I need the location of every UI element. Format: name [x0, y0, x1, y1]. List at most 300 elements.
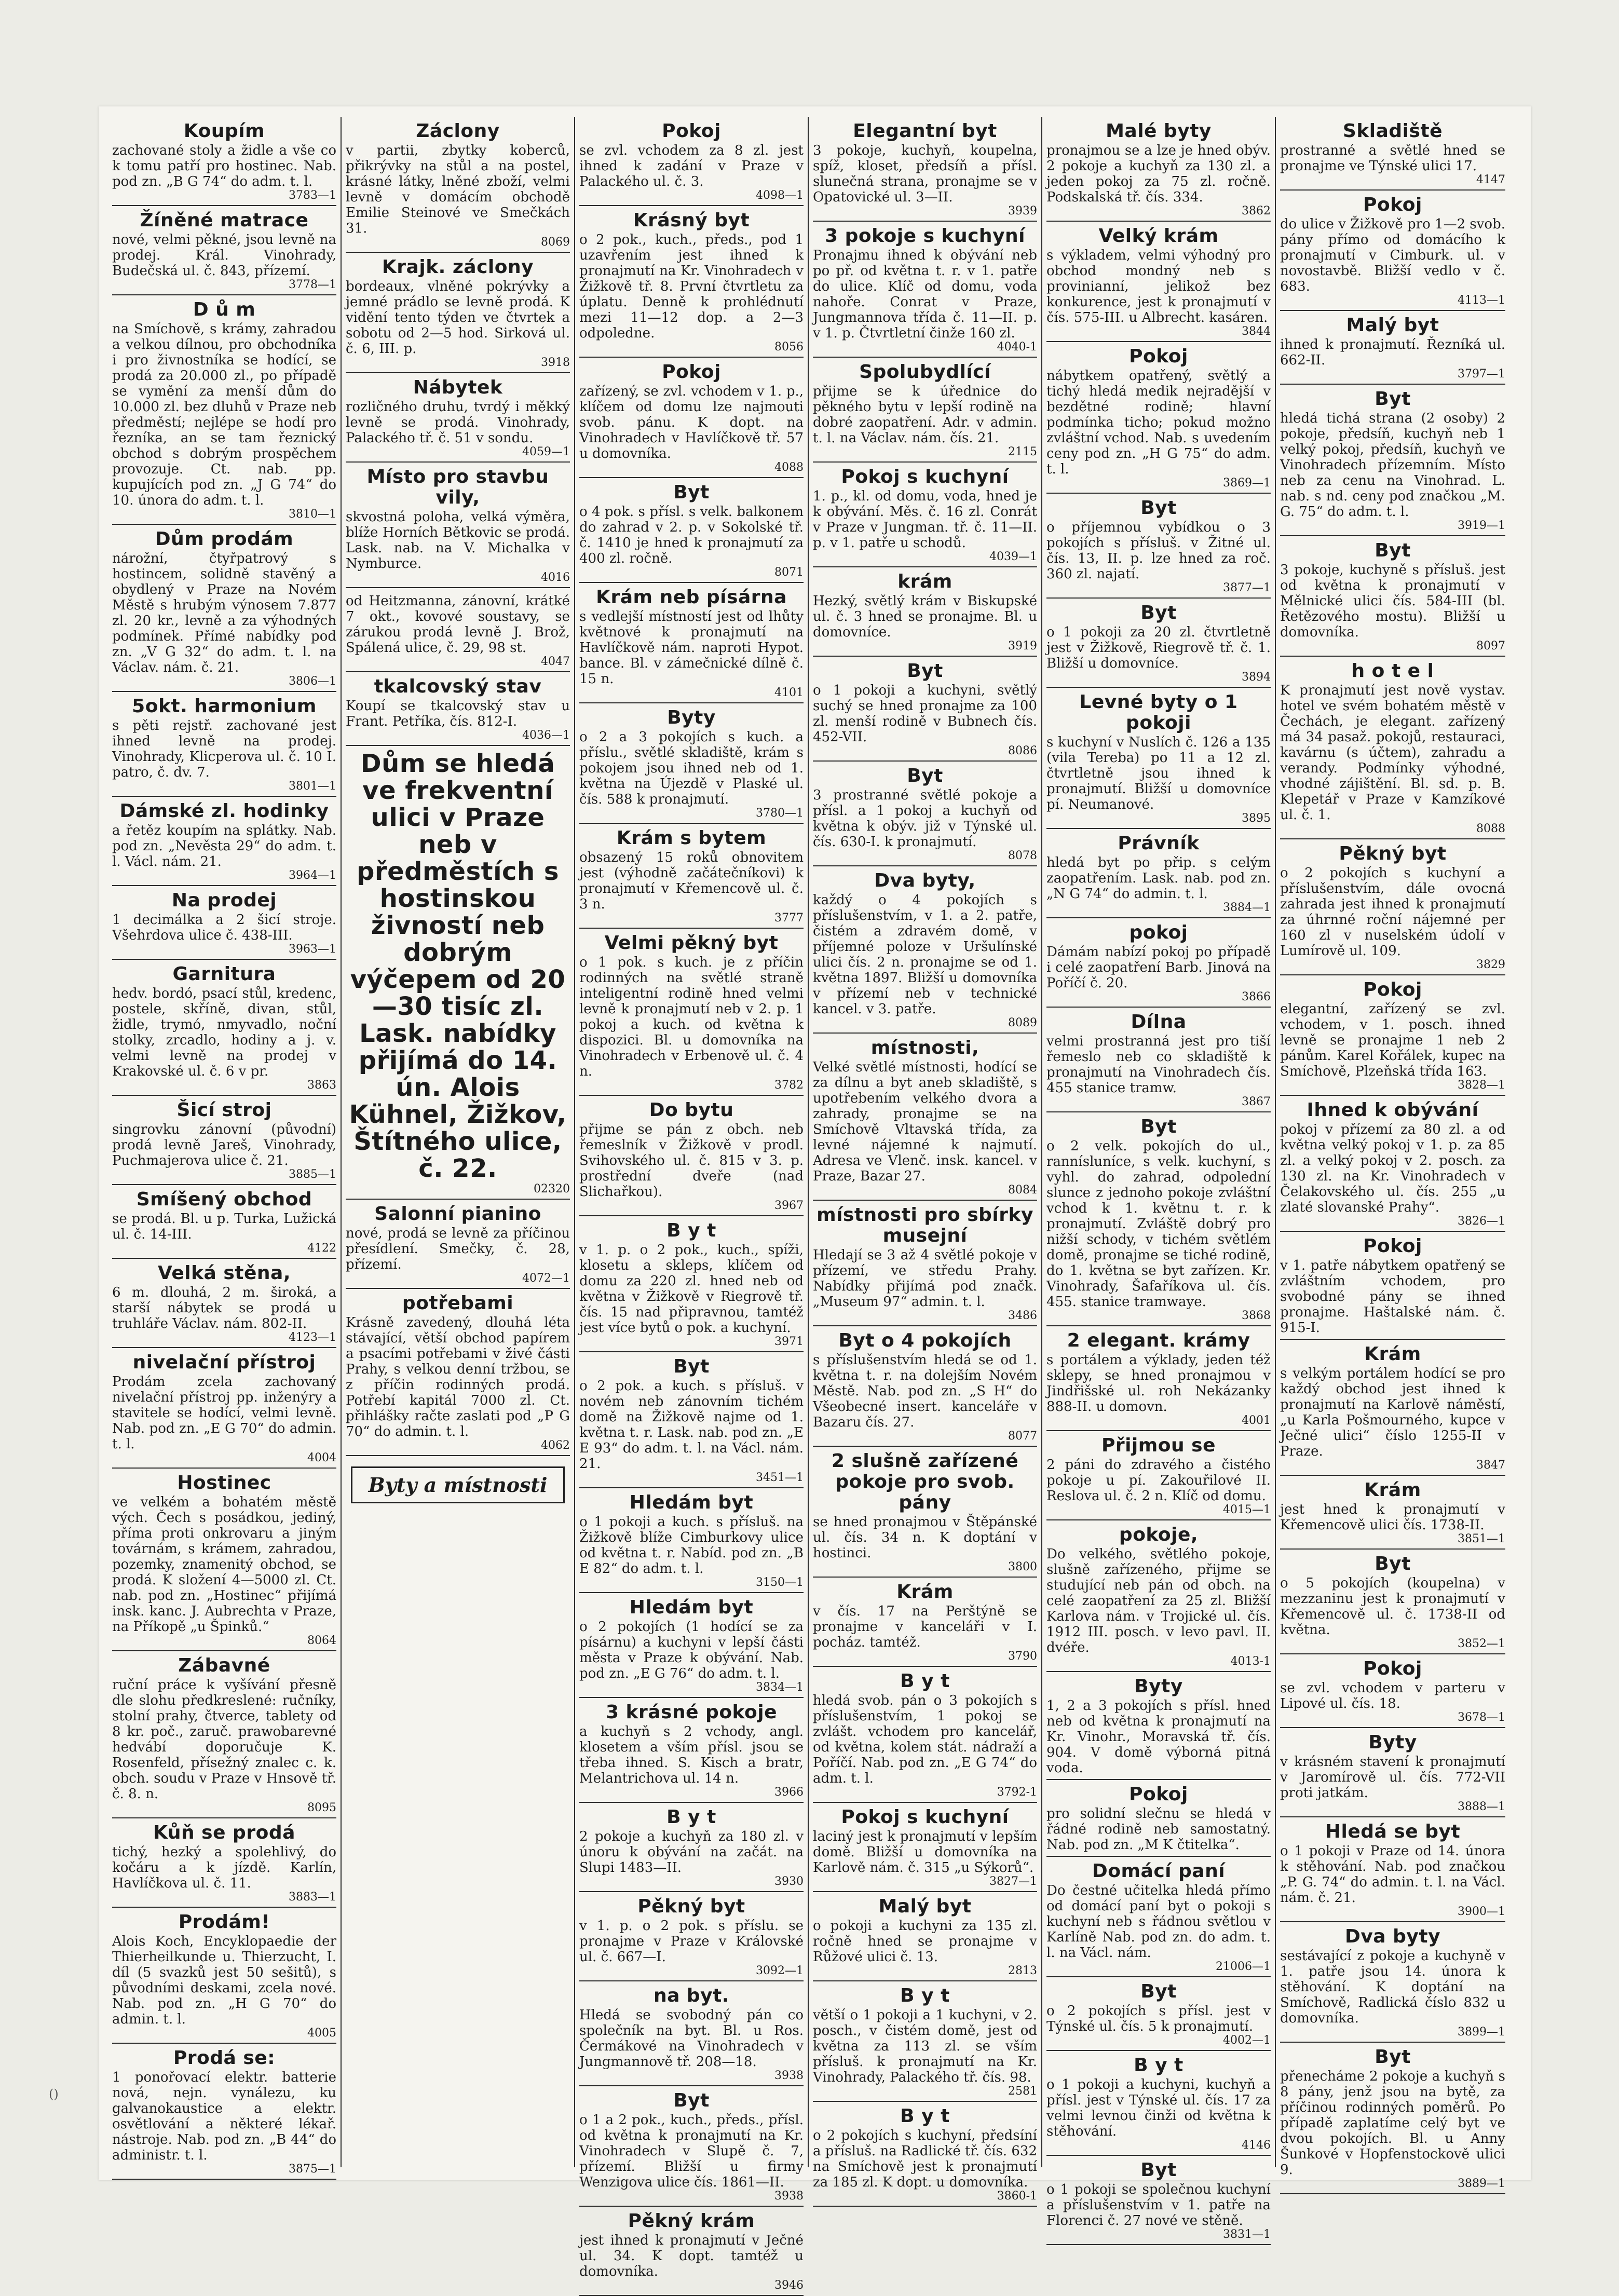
ad-reference-number: 3831—1: [1223, 2228, 1271, 2241]
classified-ad: [112, 960, 336, 1096]
classified-ad: [579, 1488, 804, 1593]
ad-title: Zábavné: [178, 1655, 270, 1676]
ad-text: rozličného druhu, tvrdý i měkký levně se prodá. Vinohrady, Palackého tř. č. 51 v sondu.: [346, 399, 570, 446]
ad-reference-number: 4002—1: [1223, 2034, 1271, 2047]
ad-title: Spolubydlící: [859, 361, 991, 383]
classified-ad: [579, 478, 804, 583]
ad-title: Byt: [1375, 1553, 1411, 1574]
ad-text: ve velkém a bohatém městě vých. Čech s posádkou, jediný, příma proti onkrovaru a jiným továrnám, s krámem, zahradou, pozemky, znamenitý obchod, se prodá. K složení 4—5000 zl. Ct. nab. pod zn. „Hostinec“ přijímá insk. kanc. J. Aubrechta v Praze, na Příkopě „u Špinků.“: [112, 1495, 336, 1635]
ad-reference-number: 3810—1: [289, 508, 336, 521]
ad-title: Malý byt: [1346, 315, 1439, 336]
classified-ad: [813, 1201, 1037, 1326]
newspaper-page: [99, 106, 1531, 2292]
ad-title: Velký krám: [1098, 225, 1219, 247]
classified-ad: [112, 1469, 336, 1651]
classified-ad: [813, 1578, 1037, 1667]
classified-ad: [579, 117, 804, 206]
classified-ad: [346, 672, 570, 746]
classified-ad: [346, 746, 570, 1200]
classified-ad: [813, 222, 1037, 358]
classified-ad: [813, 463, 1037, 567]
classified-ad: [346, 588, 570, 672]
ad-title: Právník: [1118, 833, 1200, 854]
ad-text: a řetěz koupím na splátky. Nab. pod zn. „Nevěsta 29“ do adm. t. l. Václ. nám. 21.: [112, 823, 336, 870]
ad-reference-number: 3971: [774, 1335, 804, 1348]
classified-ad: [1046, 117, 1271, 222]
ad-text: Hledají se 3 až 4 světlé pokoje v přízemí, ve středu Prahy. Nabídky přijímá pod značk. „Museum 97“ admin. t. l.: [813, 1247, 1037, 1310]
ad-title: Garnitura: [172, 963, 276, 985]
ad-title: Byt: [673, 2090, 710, 2111]
ad-title: nivelační přístroj: [132, 1352, 316, 1373]
ad-title: Byty: [667, 707, 716, 728]
ad-text: singrovku zánovní (původní) prodá levně Jareš, Vinohrady, Puchmajerova ulice č. 21.: [112, 1122, 336, 1169]
ad-title: Na prodej: [171, 890, 277, 911]
ad-title: Krám: [1364, 1343, 1421, 1365]
ad-reference-number: 3894: [1242, 671, 1271, 684]
ad-reference-number: 8056: [774, 341, 804, 354]
ad-reference-number: 3826—1: [1458, 1215, 1505, 1228]
classified-ad: [1280, 1817, 1505, 1922]
ad-title: Byt o 4 pokojích: [838, 1330, 1012, 1351]
classified-ad: [1046, 2156, 1271, 2245]
ad-reference-number: 4004: [307, 1451, 336, 1464]
classified-ad: [1280, 1232, 1505, 1340]
ad-text: o 1 pokoji v Praze od 14. února k stěhování. Nab. pod značkou „P. G. 74“ do admin. t. l. na Václ. nám. č. 21.: [1280, 1843, 1505, 1906]
ad-reference-number: 4072—1: [522, 1272, 570, 1285]
ad-text: ruční práce k vyšívání přesně dle slohu předkreslené: ručníky, stolní prahy, čtverce, tablety od 8 kr. poč., zaruč. prawobarevné hedvábí doporučuje K. Rosenfeld, přísežný znalec c. k. obch. soudu v Praze v Hnsově tř. č. 8. n.: [112, 1677, 336, 1802]
classified-ad: [813, 1667, 1037, 1803]
ad-text: s portálem a výklady, jeden též sklepy, se hned pronajmou v Jindřišské ul. roh Nekázanky 888-II. u domovn.: [1046, 1352, 1271, 1415]
margin-mark: (): [49, 2087, 59, 2101]
ad-title: Krásný byt: [633, 210, 750, 231]
ad-title: pokoje,: [1119, 1524, 1199, 1545]
classified-ad: [1280, 2043, 1505, 2194]
ad-title: Krajk. záclony: [382, 256, 534, 278]
ad-text: 1, 2 a 3 pokojích s přísl. hned neb od května k pronajmutí na Kr. Vinohr., Moravská tř. čís. 904. V domě výborná pitná voda.: [1046, 1698, 1271, 1776]
ad-text: Velké světlé místnosti, hodící se za dílnu a byt aneb skladiště, s upotřebením velkého dvora a zahrady, pronajme se na Smíchově Vltavská třída, za levné nájemné k najmutí. Adresa ve Vlenč. insk. kancel. v Praze, Bazar 27.: [813, 1059, 1037, 1184]
ad-text: Alois Koch, Encyklopaedie der Thierheilkunde u. Thierzucht, I. díl (5 svazků jest 50 sešitů), s původními deskami, zcela nové. Nab. pod zn. „H G 70“ do admin. t. l.: [112, 1934, 336, 2027]
ad-reference-number: 4146: [1242, 2139, 1271, 2152]
classified-ad: [1280, 117, 1505, 191]
ad-reference-number: 8086: [1008, 744, 1037, 757]
classified-ad: [813, 567, 1037, 657]
ad-title: tkalcovský stav: [374, 676, 542, 697]
ad-reference-number: 02320: [534, 1183, 570, 1195]
ad-reference-number: 3899—1: [1458, 2026, 1505, 2039]
classified-ad: [1280, 657, 1505, 839]
column-1: [108, 117, 342, 2176]
classified-ad: [813, 1803, 1037, 1892]
ad-title: Byt: [1375, 2046, 1411, 2068]
ad-title: Velmi pěkný byt: [604, 932, 779, 954]
classified-ad: [579, 2207, 804, 2296]
ad-reference-number: 3964—1: [289, 869, 336, 882]
ad-reference-number: 21006—1: [1216, 1960, 1271, 1973]
ad-title: Žíněné matrace: [140, 210, 309, 231]
ad-text: nárožní, čtyřpatrový s hostincem, solidně stavěný a obydlený v Praze na Novém Městě s hrubým výnosem 7.877 zl. 20 kr., levně a za výhodných podmínek. Přímé nabídky pod zn. „V G 32“ do adm. t. l. na Václav. nám. č. 21.: [112, 551, 336, 675]
ad-text: se zvl. vchodem za 8 zl. jest ihned k zadání v Praze v Palackého ul. č. 3.: [579, 143, 804, 189]
classified-ad: [579, 1892, 804, 1981]
ad-title: Pokoj: [662, 361, 721, 383]
ad-reference-number: 3885—1: [289, 1168, 336, 1181]
ad-title: Byt: [1375, 388, 1411, 410]
classified-ad: [579, 583, 804, 703]
ad-title: Byty: [1134, 1676, 1183, 1697]
ad-reference-number: 3863: [307, 1079, 336, 1092]
classified-ad: [1280, 1922, 1505, 2043]
ad-title: Byt: [907, 765, 943, 786]
ad-title: Hledá se byt: [1325, 1821, 1461, 1842]
ad-reference-number: 3889—1: [1458, 2177, 1505, 2190]
ad-reference-number: 8088: [1476, 822, 1505, 835]
ad-reference-number: 3895: [1242, 812, 1271, 825]
ad-reference-number: 3092—1: [756, 1964, 804, 1977]
ad-reference-number: 3806—1: [289, 675, 336, 688]
ad-title: Velká stěna,: [157, 1262, 291, 1284]
ad-reference-number: 8084: [1008, 1184, 1037, 1197]
ad-reference-number: 3783—1: [289, 189, 336, 202]
ad-text: od Heitzmanna, zánovní, krátké 7 okt., kovové soustavy, se zárukou prodá levně J. Brož, Spálená ulice, č. 29, 98 st.: [346, 593, 570, 656]
ad-reference-number: 4013-1: [1230, 1655, 1271, 1668]
classified-ad: [579, 1096, 804, 1216]
ad-title: Šicí stroj: [176, 1099, 272, 1121]
ad-text: Dámám nabízí pokoj po případě i celé zaopatření Barb. Jinová na Poříčí č. 20.: [1046, 944, 1271, 991]
ad-text: 3 pokoje, kuchyň, koupelna, spíž, kloset, předsíň a přísl. slunečná strana, pronajme se v Opatovické ul. 3—II.: [813, 143, 1037, 205]
ad-title: místnosti pro sbírky musejní: [817, 1204, 1033, 1246]
classified-ad: [1046, 342, 1271, 494]
classified-ad: [579, 824, 804, 929]
ad-reference-number: 3866: [1242, 990, 1271, 1003]
ad-reference-number: 4039—1: [989, 550, 1037, 563]
classified-ad: [346, 463, 570, 588]
ad-text: 2 pokoje a kuchyň za 180 zl. v únoru k obývání na začát. na Slupi 1483—II.: [579, 1829, 804, 1876]
ad-reference-number: 3829: [1476, 958, 1505, 971]
ad-title: Byt: [1140, 1116, 1177, 1137]
classified-ad: [579, 2086, 804, 2207]
classified-ad: [579, 358, 804, 478]
classified-ad: [813, 1034, 1037, 1201]
ad-text: sestávající z pokoje a kuchyně v 1. patře jsou 14. února k stěhování. K doptání na Smíchově, Radlická číslo 832 u domovníka.: [1280, 1948, 1505, 2026]
ad-title: B y t: [900, 1670, 950, 1692]
ad-title: Levné byty o 1 pokoji: [1079, 691, 1238, 733]
classified-ad: [813, 1981, 1037, 2102]
classified-ad: [813, 866, 1037, 1034]
classified-ad: [579, 1216, 804, 1352]
ad-text: elegantní, zařízený se zvl. vchodem, v 1. posch. ihned levně se pronajme 1 neb 2 pánům. Karel Kořálek, kupec na Smíchově, Plzeňská třída 163.: [1280, 1001, 1505, 1079]
classified-ad: [112, 692, 336, 797]
ad-text: se prodá. Bl. u p. Turka, Lužická ul. č. 14-III.: [112, 1211, 336, 1242]
ad-reference-number: 3851—1: [1458, 1532, 1505, 1545]
ad-title: Dva byty: [1344, 1926, 1441, 1947]
ad-title: 2 elegant. krámy: [1067, 1330, 1250, 1351]
ad-reference-number: 3797—1: [1458, 368, 1505, 381]
ad-title: Ihned k obývání: [1307, 1099, 1479, 1121]
classified-ad: [346, 1200, 570, 1289]
ad-title: B y t: [666, 1220, 716, 1241]
ad-title: h o t e l: [1351, 660, 1434, 682]
ad-text: s vedlejší místností jest od lhůty květnové k pronajmutí na Havlíčkově nám. naproti Hypot. bance. Bl. v zámečnické dílně č. 15 n.: [579, 609, 804, 687]
ad-reference-number: 3868: [1242, 1309, 1271, 1322]
ad-text: o 2 pokojích s kuchyní, předsíní a přísluš. na Radlické tř. čís. 632 na Smíchově jest k pronajmutí za 185 zl. K dopt. u domovníka.: [813, 2128, 1037, 2190]
classified-ad: [1280, 1550, 1505, 1654]
ad-reference-number: 3883—1: [289, 1891, 336, 1904]
ad-text: hledá svob. pán o 3 pokojích s příslušenstvím, 1 pokoj se zvlášt. vchodem pro kancelář, od května, kolem stát. nádraží a Poříčí. Nab. pod zn. „E G 74“ do adm. t. l.: [813, 1693, 1037, 1786]
classified-ad: [1046, 688, 1271, 829]
ad-text: pokoj v přízemí za 80 zl. a od května velký pokoj v 1. p. za 85 zl. a velký pokoj v 2. posch. za 130 zl. na Kr. Vinohradech v Čelakovského ul. čís. 255 „u zlaté slovanské Prahy“.: [1280, 1122, 1505, 1215]
classified-ad: [112, 206, 336, 295]
ad-text: prostranné a světlé hned se pronajme ve Týnské ulici 17.: [1280, 143, 1505, 174]
ad-title: místnosti,: [870, 1037, 979, 1058]
ad-reference-number: 3946: [774, 2279, 804, 2292]
classified-ad: [346, 1289, 570, 1456]
classified-ad: [346, 253, 570, 373]
ad-text: o 2 pok., kuch., předs., pod 1 uzavřením jest ihned k pronajmutí na Kr. Vinohradech v Žižkově tř. 8. První čtvrtletu za úplatu. Denně k prohlédnutí mezi 11—12 dop. a 2—3 odpoledne.: [579, 232, 804, 341]
ad-reference-number: 3800: [1008, 1560, 1037, 1573]
ad-title: B y t: [900, 2105, 950, 2127]
classified-ad: [579, 1593, 804, 1698]
ad-text: o 2 pokojích s kuchyní a příslušenstvím, dále ovocná zahrada jest ihned k pronajmutí za úhrnné roční nájemné per 160 zl v nuselském údolí v Lumírově ul. 109.: [1280, 865, 1505, 959]
classified-ad: [112, 1818, 336, 1908]
ad-reference-number: 3900—1: [1458, 1905, 1505, 1918]
ad-reference-number: 8069: [541, 236, 570, 249]
ad-text: 3 pokoje, kuchyně s přísluš. jest od května k pronajmutí v Mělnické ulici čís. 584-III (bl. Řetězového mostu). Bližší u domovníka.: [1280, 562, 1505, 640]
ad-title: Byt: [1140, 497, 1177, 519]
ad-reference-number: 4147: [1476, 173, 1505, 186]
ad-text: laciný jest k pronajmutí v lepším domě. Bližší u domovníka na Karlově nám. č. 315 „u Sýkorů“.: [813, 1829, 1037, 1876]
classified-ad: [813, 117, 1037, 222]
ad-text: 1 decimálka a 2 šicí stroje. Všehrdova ulice č. 438-III.: [112, 912, 336, 943]
classified-ad: [1046, 918, 1271, 1008]
ad-title: Přijmou se: [1101, 1435, 1216, 1456]
ad-text: o 1 pok. s kuch. je z příčin rodinných na světlé straně inteligentní rodině hned velmi levně k pronajmutí neb v 2. p. 1 pokoj a kuch. od května k dispozici. Bl. u domovníka na Vinohradech v Erbenově ul. č. 4 n.: [579, 955, 804, 1079]
ad-title: Elegantní byt: [853, 120, 997, 142]
ad-text: přijme se k úřednice do pěkného bytu v lepší rodině na dobré zaopatření. Adr. v admin. t. l. na Václav. nám. čís. 21.: [813, 384, 1037, 446]
ad-text: přijme se pán z obch. neb řemeslník v Žižkově v prodl. Svihovského ul. č. 815 v 3. p. prostřední dveře (nad Slichařkou).: [579, 1122, 804, 1200]
classified-ad: [1280, 1340, 1505, 1476]
ad-title: Byt: [1140, 1981, 1177, 2002]
column-4: [809, 117, 1042, 2203]
ad-text: nové, velmi pěkné, jsou levně na prodej. Král. Vinohrady, Budečská ul. č. 843, přízemí.: [112, 232, 336, 279]
ad-reference-number: 8089: [1008, 1016, 1037, 1029]
ad-text: K pronajmutí jest nově vystav. hotel ve svém bohatém městě v Čechách, je elegant. zařízený má 34 pasaž. pokojů, restauraci, kavárnu (s účtem), zahradu a verandy. Podmínky výhodné, vhodné zájištění. Bl. sd. p. B. Klepetář v Praze v Kamzíkové ul. č. 1.: [1280, 683, 1505, 823]
classified-ad: [112, 1185, 336, 1259]
ad-title: Pěkný byt: [1339, 843, 1447, 864]
ad-title: Malý byt: [878, 1896, 972, 1917]
ad-text: zachované stoly a židle a vše co k tomu patří pro hostinec. Nab. pod zn. „B G 74“ do adm. t. l.: [112, 143, 336, 189]
ad-reference-number: 3919—1: [1458, 519, 1505, 532]
ad-text: pro solidní slečnu se hledá v řádné rodině neb samostatný. Nab. pod zn. „M K čtitelka“.: [1046, 1806, 1271, 1853]
ad-text: o 2 velk. pokojích do ul., rannísluníce, s velk. kuchyní, s vyhl. do zahrad, odpolední slunce z jednoho pokoje zvláštní vchod k 1. květnu t. r. k pronajmutí. Zvláště dobrý pro nižší schody, v tichém světlém domě, pronajme se tiché rodině, do 1. května se byt zařízen. Kr. Vinohrady, Šafaříkova ul. čís. 455. stanice tramwaye.: [1046, 1138, 1271, 1310]
ad-text: Koupí se tkalcovský stav u Frant. Petříka, čís. 812-I.: [346, 698, 570, 729]
ad-text: jest ihned k pronajmutí v Ječné ul. 34. K dopt. tamtéž u domovníka.: [579, 2233, 804, 2279]
ad-title: Pěkný krám: [628, 2210, 755, 2232]
classified-ad: [813, 762, 1037, 866]
ad-text: o 5 pokojích (koupelna) v mezzaninu jest k pronajmutí v Křemencově ul. č. 1738-II od května.: [1280, 1575, 1505, 1638]
ad-title: Byty: [1368, 1732, 1417, 1753]
classified-ad: [346, 117, 570, 253]
ad-title: Byt: [673, 482, 710, 503]
ad-text: 6 m. dlouhá, 2 m. široká, a starší nábytek se prodá u truhláře Václav. nám. 802-II.: [112, 1285, 336, 1332]
ad-text: v partii, zbytky koberců, přikrývky na stůl a na postel, krásné látky, lněné zboží, velmi levně v domácím obchodě Emilie Steinové ve Smečkách 31.: [346, 143, 570, 236]
ad-title: Skladiště: [1342, 120, 1443, 142]
ad-text: v 1. p. o 2 pok. s příslu. se pronajme v Praze v Královské ul. č. 667—I.: [579, 1918, 804, 1965]
ad-title: Byt: [1140, 2159, 1177, 2181]
ad-text: s příslušenstvím hledá se od 1. května t. r. na dolejším Novém Městě. Nab. pod zn. „S H“ do Všeobecné insert. kanceláře v Bazaru čís. 27.: [813, 1352, 1037, 1430]
ad-text: v krásném stavení k pronajmutí v Jaromírově ul. čís. 772-VII proti jatkám.: [1280, 1754, 1505, 1801]
ad-text: obsazený 15 roků obnovitem jest (výhodně začátečníkovi) k pronajmutí v Křemencově ul. č. 3 n.: [579, 850, 804, 912]
ad-text: do ulice v Žižkově pro 1—2 svob. pány přímo od domácího k pronajmutí v Cimburk. ul. v novostavbě. Bližší vedlo v č. 683.: [1280, 216, 1505, 294]
ad-reference-number: 3778—1: [289, 278, 336, 291]
ad-title: Dílna: [1131, 1011, 1187, 1032]
ad-title: 2 slušně zařízené pokoje pro svob. pány: [831, 1450, 1019, 1513]
ad-reference-number: 8064: [307, 1634, 336, 1647]
ad-reference-number: 3963—1: [289, 943, 336, 956]
ad-reference-number: 8097: [1476, 640, 1505, 653]
ad-reference-number: 3486: [1008, 1309, 1037, 1322]
ad-title: Byt: [907, 660, 943, 682]
ad-reference-number: 3852—1: [1458, 1637, 1505, 1650]
ad-text: o 4 pok. s přísl. s velk. balkonem do zahrad v 2. p. v Sokolské tř. č. 1410 je hned k pronajmutí za 400 zl. ročně.: [579, 504, 804, 566]
classified-ad: [813, 1447, 1037, 1578]
classified-ad: [1280, 311, 1505, 385]
ad-title: Prodá se:: [173, 2047, 276, 2069]
ad-reference-number: 4015—1: [1223, 1503, 1271, 1516]
classified-ad: [1046, 599, 1271, 688]
ad-title: Pokoj: [662, 120, 721, 142]
ad-title: Do bytu: [649, 1099, 734, 1121]
ad-reference-number: 8077: [1008, 1430, 1037, 1443]
section-banner: Byty a místnosti: [351, 1466, 565, 1503]
classified-ad: [1046, 1008, 1271, 1112]
ad-title: Pokoj: [1129, 346, 1188, 367]
classified-ad: [1046, 1431, 1271, 1520]
ad-title: Hledám byt: [629, 1492, 754, 1513]
ad-reference-number: 4101: [774, 686, 804, 699]
classified-ad: [112, 2044, 336, 2180]
ad-reference-number: 3938: [774, 2069, 804, 2082]
ad-title: Byt: [1375, 540, 1411, 561]
ad-title: Pokoj s kuchyní: [841, 466, 1009, 487]
ad-reference-number: 4016: [541, 571, 570, 584]
ad-text: Hezký, světlý krám v Biskupské ul. č. 3 hned se pronajme. Bl. u domovníce.: [813, 593, 1037, 640]
ad-title: Pokoj: [1363, 1658, 1422, 1679]
ad-title: B y t: [666, 1806, 716, 1828]
ad-text: hledá tichá strana (2 osoby) 2 pokoje, předsíň, kuchyň neb 1 velký pokoj, předsíň, kuchyň ve Vinohradech přízemním. Místo neb za cenu na Vinohrad. L. nab. s nd. ceny pod značkou „M. G. 75“ do adm. t. l.: [1280, 411, 1505, 520]
classified-ad: [112, 886, 336, 960]
ad-title: B y t: [900, 1985, 950, 2006]
ad-reference-number: 3150—1: [756, 1576, 804, 1589]
ad-reference-number: 3877—1: [1223, 581, 1271, 594]
ad-title: Dům se hledá ve frekventní ulici v Praze neb v předměstích s hostinskou živností neb dobrým výčepem od 20—30 tisíc zl. Lask. nabídky přijímá do 14. ún. Alois Kühnel, Žižkov, Štítného ulice, č. 22.: [349, 749, 567, 1183]
ad-reference-number: 3844: [1242, 325, 1271, 338]
classified-ad: [1046, 222, 1271, 342]
classified-ad: [1046, 2051, 1271, 2156]
classified-ad: [1280, 385, 1505, 536]
ad-title: potřebami: [402, 1293, 514, 1314]
classified-ad: [813, 1892, 1037, 1981]
ad-text: o 2 pokojích (1 hodící se za písárnu) a kuchyni v lepší části města v Praze k obývání. Nab. pod zn. „E G 76“ do adm. t. l.: [579, 1619, 804, 1681]
ad-reference-number: 8078: [1008, 849, 1037, 862]
ad-reference-number: 3867: [1242, 1095, 1271, 1108]
column-5: [1042, 117, 1276, 2241]
ad-text: nové, prodá se levně za příčinou přesídlení. Smečky, č. 28, přízemí.: [346, 1226, 570, 1272]
ad-text: s velkým portálem hodící se pro každý obchod jest ihned k pronajmutí na Karlově náměstí, „u Karla Pošmourného, kupce v Ječné ulici“ číslo 1255-II v Praze.: [1280, 1366, 1505, 1459]
ad-title: Domácí paní: [1092, 1860, 1226, 1882]
classified-ad: [579, 703, 804, 824]
ad-text: skvostná poloha, velká výměra, blíže Horních Bětkovic se prodá. Lask. nab. na V. Michalka v Nymburce.: [346, 509, 570, 572]
ad-reference-number: 4001: [1242, 1414, 1271, 1427]
classified-columns: [108, 117, 1521, 2292]
ad-text: se zvl. vchodem v parteru v Lipové ul. čís. 18.: [1280, 1680, 1505, 1711]
ad-title: Salonní pianino: [374, 1203, 541, 1225]
ad-title: Pokoj: [1363, 1235, 1422, 1257]
ad-title: Nábytek: [413, 377, 503, 398]
ad-reference-number: 3884—1: [1223, 901, 1271, 914]
classified-ad: [813, 358, 1037, 463]
classified-ad: [579, 1803, 804, 1892]
ad-reference-number: 4005: [307, 2027, 336, 2040]
ad-text: o 1 pokoji a kuchyni, kuchyň a přísl. jest v Týnské ul. čís. 17 za velmi levnou činži od května k stěhování.: [1046, 2077, 1271, 2139]
ad-text: větší o 1 pokoji a 1 kuchyni, v 2. posch., v čistém domě, jest od května za 113 zl. se vším přísluš. k pronajmutí na Kr. Vinohrady, Palackého tř. čís. 98.: [813, 2007, 1037, 2085]
ad-text: Hledá se svobodný pán co společník na byt. Bl. u Ros. Čermákové na Vinohradech v Jungmannově tř. 208—18.: [579, 2007, 804, 2070]
ad-text: pronajmou se a lze je hned obýv. 2 pokoje a kuchyň za 130 zl. a jeden pokoj za 75 zl. ročně. Podskalská tř. čís. 334.: [1046, 143, 1271, 205]
classified-ad: [579, 929, 804, 1096]
classified-ad: [112, 117, 336, 206]
ad-text: zařízený, se zvl. vchodem v 1. p., klíčem od domu lze najmouti svob. pánu. K dopt. na Vinohradech v Havlíčkově tř. 57 u domovníka.: [579, 384, 804, 461]
column-3: [575, 117, 809, 2292]
ad-title: Pokoj: [1363, 979, 1422, 1000]
ad-text: velmi prostranná jest pro tiší řemeslo neb co skladiště k pronajmutí na Vinohradech čís. 455 stanice tramw.: [1046, 1034, 1271, 1096]
classified-ad: [1046, 1326, 1271, 1431]
classified-ad: [112, 1348, 336, 1469]
classified-ad: [1280, 1654, 1505, 1728]
ad-reference-number: 4098—1: [756, 189, 804, 202]
ad-text: o 1 pokoji za 20 zl. čtvrtletně jest v Žižkově, Riegrově tř. č. 1. Bližší u domovníce.: [1046, 624, 1271, 671]
ad-text: nábytkem opatřený, světlý a tichý hledá medik nejradější v bezdětné rodině; hlavní podmínka ticho; pokud možno zvláštní vchod. Nab. s uvedením ceny pod zn. „H G 75“ do adm. t. l.: [1046, 368, 1271, 477]
ad-reference-number: 3451—1: [756, 1471, 804, 1484]
ad-text: s kuchyní v Nuslích č. 126 a 135 (vila Tereba) po 11 a 12 zl. čtvrtletně jsou ihned k pronajmutí. Bližší u domovníce pí. Neumanové.: [1046, 735, 1271, 812]
ad-text: ihned k pronajmutí. Řezníká ul. 662-II.: [1280, 337, 1505, 368]
ad-reference-number: 3869—1: [1223, 477, 1271, 490]
ad-reference-number: 3918: [541, 356, 570, 369]
ad-text: o 1 pokoji a kuch. s přísluš. na Žižkově blíže Cimburkovy ulice od května t. r. Nabíd. pod zn. „B E 82“ do adm. t. l.: [579, 1514, 804, 1577]
ad-reference-number: 4036—1: [522, 729, 570, 742]
ad-reference-number: 3967: [774, 1199, 804, 1212]
classified-ad: [1046, 1780, 1271, 1857]
ad-title: Krám neb písárna: [596, 587, 787, 608]
classified-ad: [1046, 1672, 1271, 1780]
ad-title: Prodám!: [178, 1911, 270, 1933]
ad-title: Koupím: [183, 120, 265, 142]
ad-reference-number: 3938: [774, 2190, 804, 2203]
classified-ad: [1046, 1857, 1271, 1977]
ad-title: Byt: [1140, 602, 1177, 623]
ad-title: krám: [897, 571, 953, 592]
ad-text: v 1. p. o 2 pok., kuch., spíži, klosetu a skleps, klíčem od domu za 220 zl. hned neb od května v Žižkově v Riegrově tř. čís. 15 nad připravnou, tamtéž jest více bytů o pok. a kuchyní.: [579, 1242, 804, 1336]
ad-text: jest hned k pronajmutí v Křemencově ulici čís. 1738-II.: [1280, 1502, 1505, 1533]
ad-text: přenecháme 2 pokoje a kuchyň s 8 pány, jenž jsou na bytě, za příčinou rodinných poměrů. Po případě zaplatíme celý byt ve dvou pokojích. Bl. u Anny Šunkové v Hopfenstockově ulici 9.: [1280, 2069, 1505, 2178]
classified-ad: [1280, 1476, 1505, 1550]
ad-title: pokoj: [1129, 922, 1188, 943]
ad-reference-number: 3678—1: [1458, 1711, 1505, 1724]
ad-text: 1. p., kl. od domu, voda, hned je k obývání. Měs. č. 16 zl. Conrát v Praze v Jungman. tř. č. 11—II. p. v 1. patře u schodů.: [813, 488, 1037, 551]
ad-reference-number: 3827—1: [989, 1875, 1037, 1888]
ad-text: s výkladem, velmi výhodný pro obchod mondný neb s provinianní, jelikož bez konkurence, jest k pronajmutí v čís. 575-III. u Albrecht. kasáren.: [1046, 248, 1271, 325]
ad-reference-number: 3834—1: [756, 1681, 804, 1694]
ad-title: D ů m: [193, 299, 256, 320]
ad-reference-number: 8071: [774, 566, 804, 579]
classified-ad: [1046, 1977, 1271, 2051]
